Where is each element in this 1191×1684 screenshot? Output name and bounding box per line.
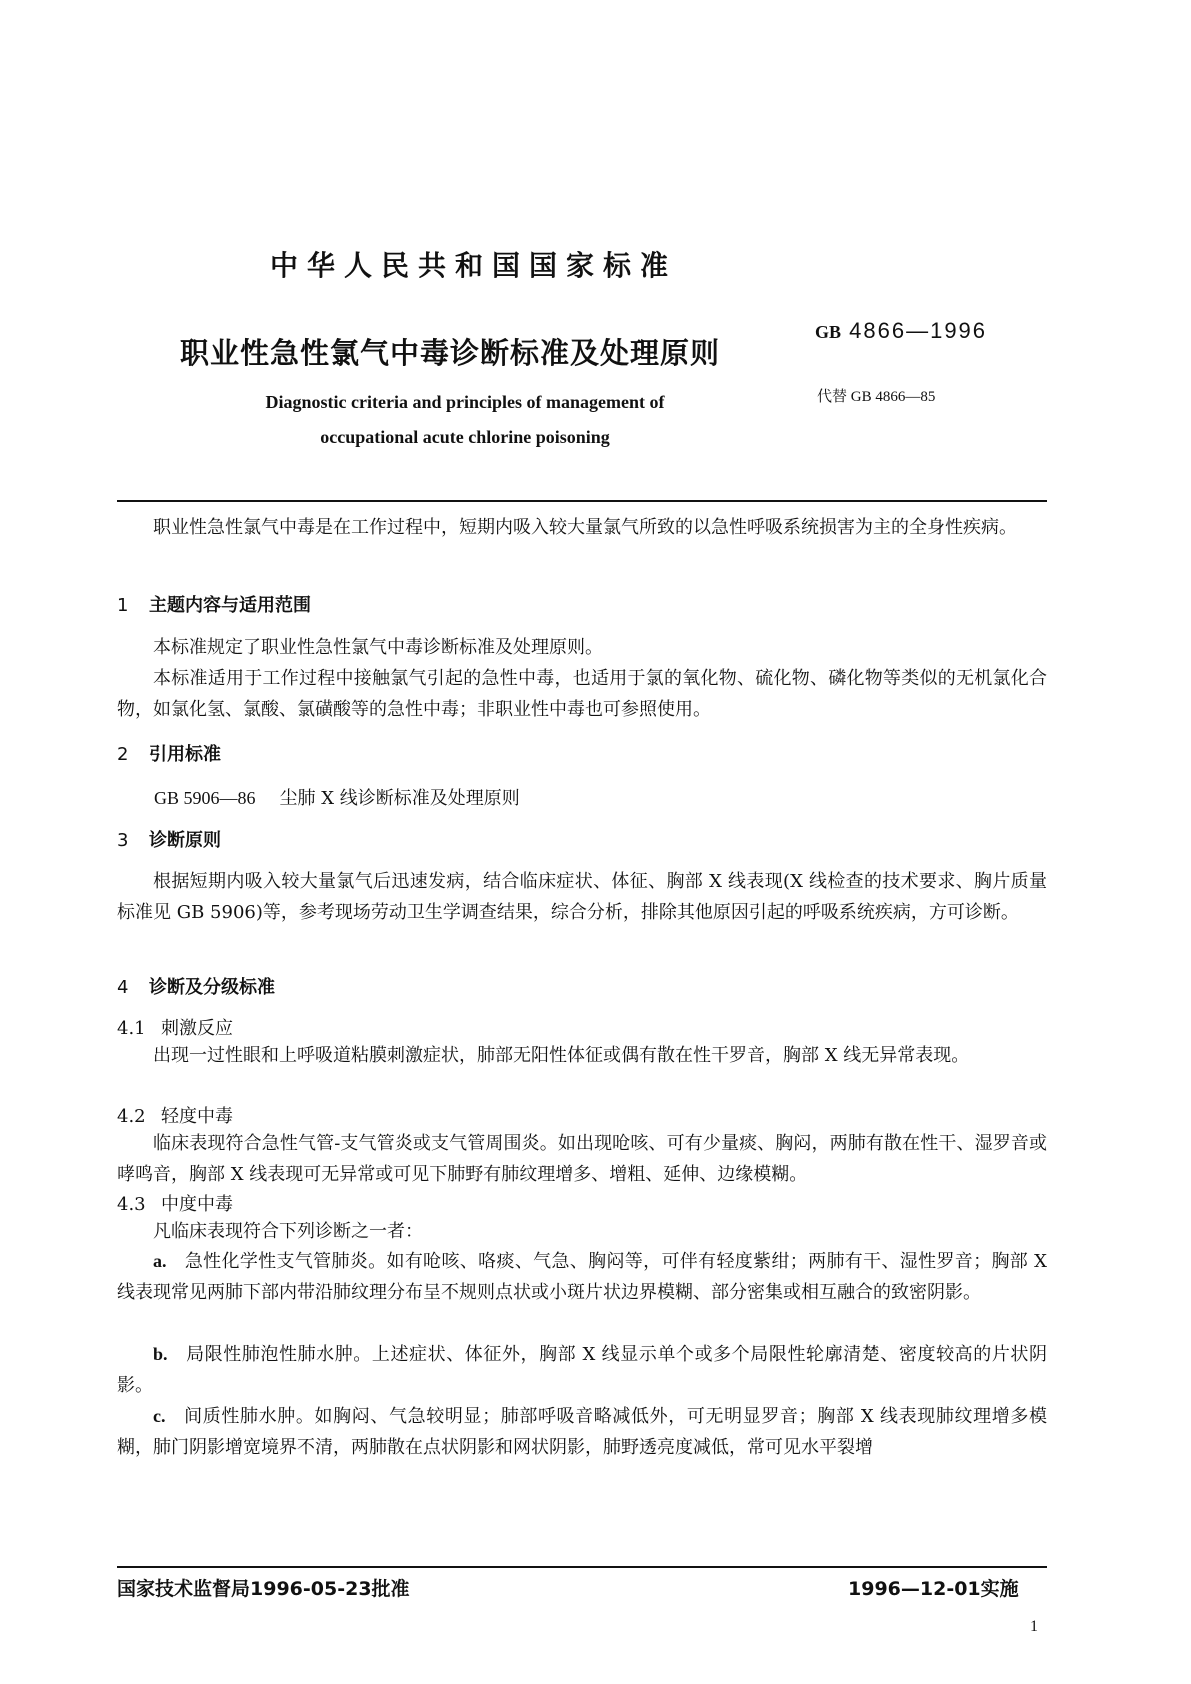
- footer-divider: [117, 1566, 1047, 1568]
- section-3-paragraph: 根据短期内吸入较大量氯气后迅速发病，结合临床症状、体征、胸部 X 线表现(X 线检查的技术要求、胸片质量标准见 GB 5906)等，参考现场劳动卫生学调查结果，综合分析，排除其他原因引起的呼吸系统疾病，方可诊断。: [117, 871, 1047, 923]
- list-item-b: [117, 1339, 1047, 1401]
- list-item-c: [117, 1401, 1047, 1463]
- list-item-text: 间质性肺水肿。如胸闷、气急较明显；肺部呼吸音略减低外，可无明显罗音；胸部 X 线表现肺纹理增多模糊，肺门阴影增宽境界不清，两肺散在点状阴影和网状阴影，肺野透亮度减低，常可见水平裂增: [117, 1406, 1047, 1458]
- document-title-cn: 职业性急性氯气中毒诊断标准及处理原则: [180, 336, 721, 370]
- list-item-a: [117, 1246, 1047, 1308]
- section-title: 引用标准: [149, 744, 221, 765]
- page-number: 1: [1030, 1618, 1038, 1635]
- subsection-4-3-heading: [117, 1190, 233, 1216]
- subsection-title: 中度中毒: [161, 1194, 233, 1215]
- subsection-4-3-intro: 凡临床表现符合下列诊断之一者：: [153, 1221, 423, 1242]
- section-1-paragraph-1: 本标准规定了职业性急性氯气中毒诊断标准及处理原则。: [153, 637, 603, 658]
- section-2-heading: [117, 740, 221, 766]
- standard-prefix: GB: [815, 322, 842, 342]
- section-3-heading: [117, 826, 221, 852]
- list-item-marker: c.: [153, 1406, 166, 1426]
- section-number: 3: [117, 830, 129, 851]
- subsection-4-2-heading: [117, 1102, 233, 1128]
- reference-title: 尘肺 X 线诊断标准及处理原则: [279, 788, 520, 809]
- section-number: 2: [117, 744, 129, 765]
- standard-code: 4866—1996: [849, 318, 988, 343]
- subsection-4-1-heading: [117, 1014, 233, 1040]
- replaces-standard: 代替 GB 4866—85: [817, 389, 936, 405]
- reference-standard: [154, 784, 520, 810]
- list-item-text: 局限性肺泡性肺水肿。上述症状、体征外，胸部 X 线显示单个或多个局限性轮廓清楚、密度较高的片状阴影。: [117, 1344, 1047, 1396]
- list-item-marker: b.: [153, 1344, 168, 1364]
- section-4-heading: [117, 973, 275, 999]
- subsection-title: 刺激反应: [161, 1018, 233, 1039]
- intro-paragraph: 职业性急性氯气中毒是在工作过程中，短期内吸入较大量氯气所致的以急性呼吸系统损害为主的全身性疾病。: [153, 517, 1017, 538]
- section-title: 诊断及分级标准: [149, 977, 275, 998]
- section-1-paragraph-2: 本标准适用于工作过程中接触氯气引起的急性中毒，也适用于氯的氧化物、硫化物、磷化物等类似的无机氯化合物，如氯化氢、氯酸、氯磺酸等的急性中毒；非职业性中毒也可参照使用。: [117, 668, 1047, 720]
- subsection-number: 4.3: [117, 1194, 146, 1215]
- section-number: 1: [117, 595, 129, 616]
- section-number: 4: [117, 977, 129, 998]
- subsection-4-2-paragraph: 临床表现符合急性气管-支气管炎或支气管周围炎。如出现呛咳、可有少量痰、胸闷，两肺有散在性干、湿罗音或哮鸣音，胸部 X 线表现可无异常或可见下肺野有肺纹理增多、增粗、延伸、边缘模糊。: [117, 1133, 1047, 1185]
- standard-number: [815, 318, 987, 344]
- subsection-title: 轻度中毒: [161, 1106, 233, 1127]
- document-title-en-line2: occupational acute chlorine poisoning: [320, 427, 610, 447]
- subsection-number: 4.1: [117, 1018, 146, 1039]
- header-divider: [117, 500, 1047, 502]
- list-item-text: 急性化学性支气管肺炎。如有呛咳、咯痰、气急、胸闷等，可伴有轻度紫绀；两肺有干、湿性罗音；胸部 X 线表现常见两肺下部内带沿肺纹理分布呈不规则点状或小斑片状边界模糊、部分密集或相互融合的致密阴影。: [117, 1251, 1047, 1303]
- subsection-number: 4.2: [117, 1106, 146, 1127]
- effective-date: 1996—12-01实施: [848, 1578, 1019, 1600]
- reference-code: GB 5906—86: [154, 788, 256, 808]
- approval-date: 国家技术监督局1996-05-23批准: [117, 1578, 410, 1600]
- national-standard-heading: 中华人民共和国国家标准: [270, 249, 678, 282]
- section-title: 主题内容与适用范围: [149, 595, 311, 616]
- section-1-heading: [117, 591, 311, 617]
- subsection-4-1-paragraph: 出现一过性眼和上呼吸道粘膜刺激症状，肺部无阳性体征或偶有散在性干罗音，胸部 X 线无异常表现。: [153, 1045, 970, 1066]
- list-item-marker: a.: [153, 1251, 167, 1271]
- section-title: 诊断原则: [149, 830, 221, 851]
- document-title-en-line1: Diagnostic criteria and principles of management of: [265, 392, 665, 412]
